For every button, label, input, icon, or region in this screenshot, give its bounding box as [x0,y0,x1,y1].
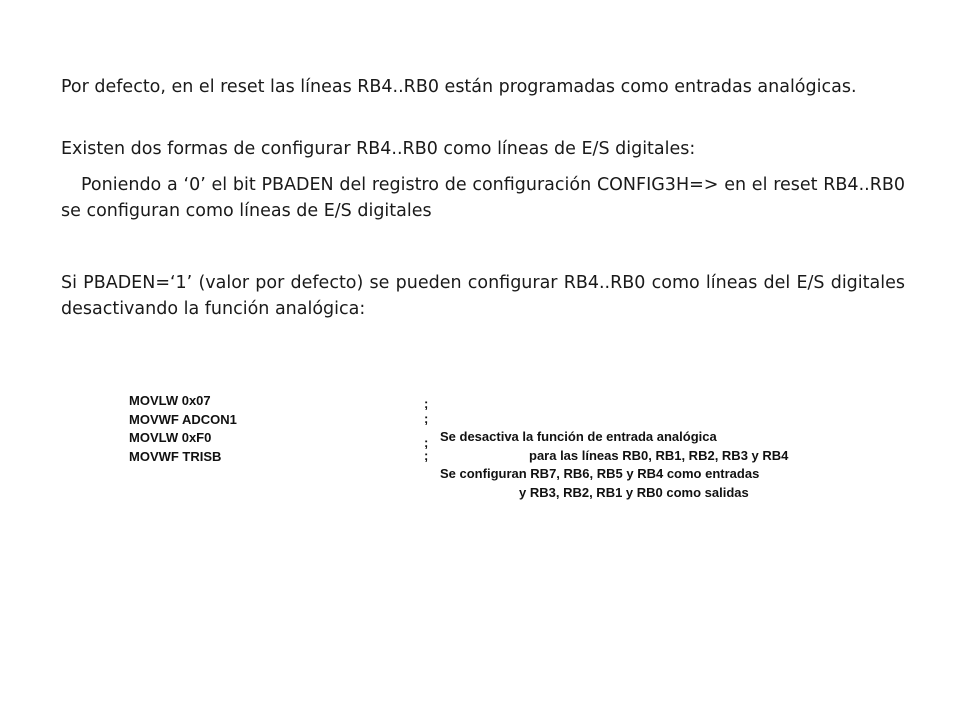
assembly-code-block [124,372,864,500]
code-comment: para las líneas RB0, RB1, RB2, RB3 y RB4 [529,448,789,463]
code-instruction: MOVLW 0x07 [129,393,211,408]
code-comment-marker: ; [424,448,429,463]
paragraph-two-ways: Existen dos formas de configurar RB4..RB0 como líneas de E/S digitales: [61,139,696,159]
code-instruction: MOVWF TRISB [129,449,222,464]
code-comment-marker: ; [424,396,429,411]
code-comment-marker: ; [424,435,429,450]
code-comment: Se desactiva la función de entrada analógica [440,429,717,444]
code-comment: y RB3, RB2, RB1 y RB0 como salidas [519,485,749,500]
code-instruction: MOVWF ADCON1 [129,412,237,427]
paragraph-pbaden-zero: Poniendo a ‘0’ el bit PBADEN del registro de configuración CONFIG3H=> en el reset RB4..RB0 se configuran como líneas de E/S digitales [61,175,905,221]
code-comment: Se configuran RB7, RB6, RB5 y RB4 como entradas [440,466,760,481]
code-instruction: MOVLW 0xF0 [129,430,212,445]
code-comment-marker: ; [424,411,429,426]
paragraph-default-analog: Por defecto, en el reset las líneas RB4..RB0 están programadas como entradas analógicas. [61,77,857,97]
paragraph-pbaden-one: Si PBADEN=‘1’ (valor por defecto) se pueden configurar RB4..RB0 como líneas del E/S digitales desactivando la función analógica: [61,273,905,319]
